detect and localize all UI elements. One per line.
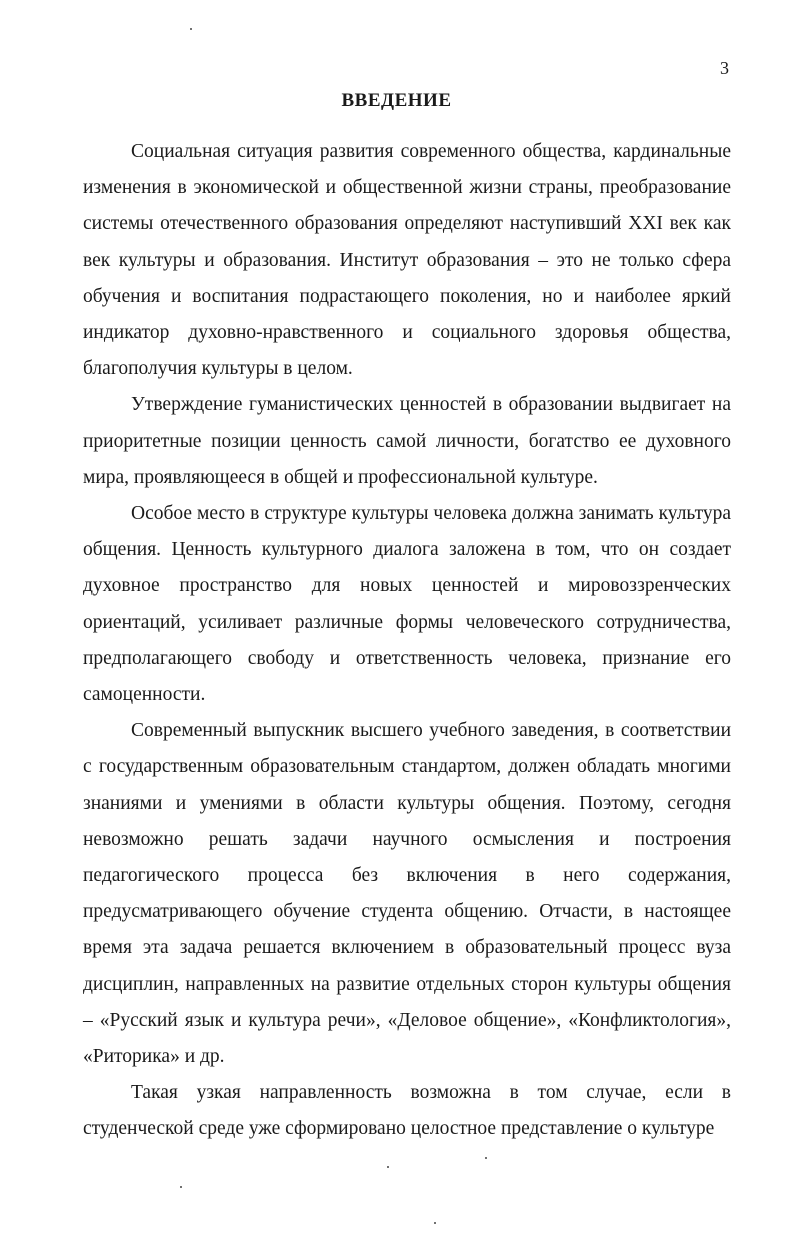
paragraph: Современный выпускник высшего учебного заведения, в соответствии с государственным образовательным стандартом, должен обладать многими знаниями и умениями в области культуры общения. Поэтому, сегодня невозможно решать задачи научного осмысления и построения педагогического процесса без включения в него содержания, предусматривающего обучение студента общению. Отчасти, в настоящее время эта задача решается включением в образовательный процесс вуза дисциплин, направленных на развитие отдельных сторон культуры общения – «Русский язык и культура речи», «Деловое общение», «Конфликтология», «Риторика» и др. <box>83 720 731 1068</box>
paragraph: Утверждение гуманистических ценностей в образовании выдвигает на приоритетные позиции ценность самой личности, богатство ее духовного мира, проявляющееся в общей и профессиональной культуре. <box>83 394 731 488</box>
body-text <box>83 134 731 1148</box>
paragraph: Социальная ситуация развития современного общества, кардинальные изменения в экономической и общественной жизни страны, преобразование системы отечественного образования определяют наступивший XXI век как век культуры и образования. Институт образования – это не только сфера обучения и воспитания подрастающего поколения, но и наиболее яркий индикатор духовно-нравственного и социального здоровья общества, благополучия культуры в целом. <box>83 141 731 380</box>
page-title: ВВЕДЕНИЕ <box>341 90 452 111</box>
page-number: 3 <box>720 58 729 78</box>
scan-speck <box>387 1166 389 1168</box>
scan-speck <box>434 1222 436 1224</box>
scan-speck <box>190 28 192 30</box>
scan-speck <box>180 1186 182 1188</box>
paragraph: Такая узкая направленность возможна в том случае, если в студенческой среде уже сформировано целостное представление о культуре <box>83 1082 731 1140</box>
scan-speck <box>485 1157 487 1159</box>
paragraph: Особое место в структуре культуры человека должна занимать культура общения. Ценность культурного диалога заложена в том, что он создает духовное пространство для новых ценностей и мировоззренческих ориентаций, усиливает различные формы человеческого сотрудничества, предполагающего свободу и ответственность человека, признание его самоценности. <box>83 503 731 706</box>
